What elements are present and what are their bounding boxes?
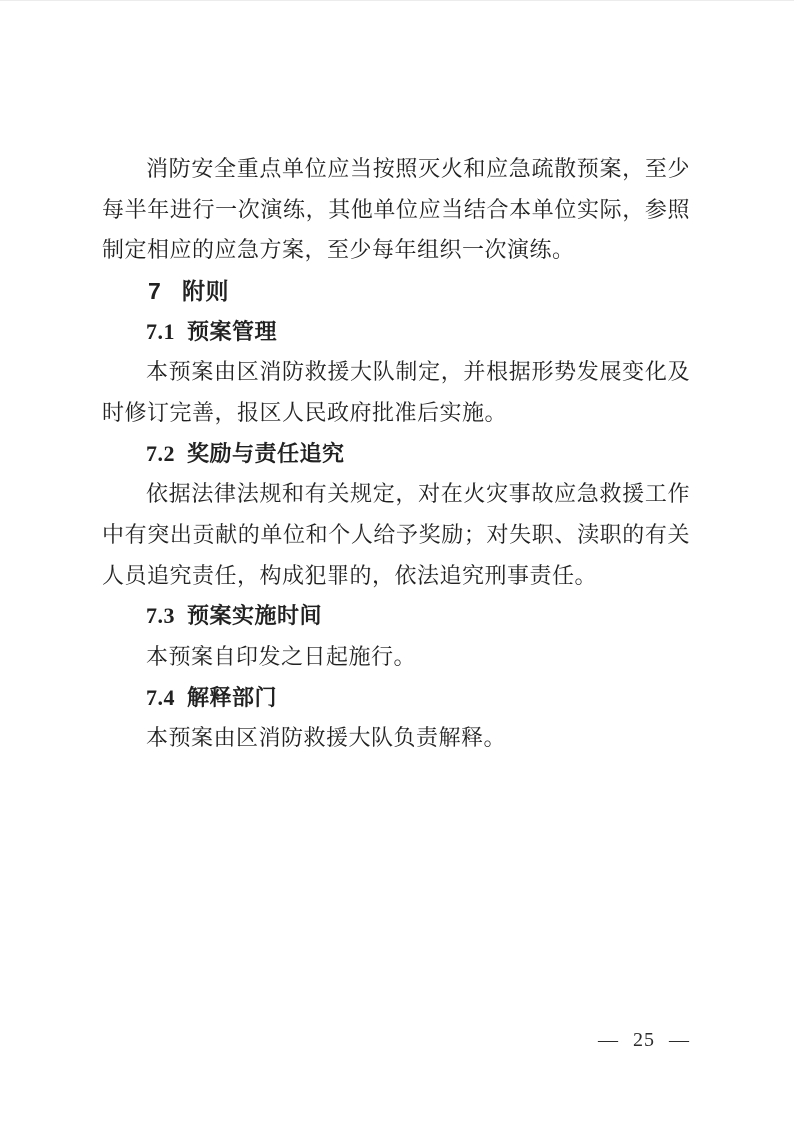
paragraph-line: 本预案由区消防救援大队制定，并根据形势发展变化及	[146, 359, 690, 385]
subsection-heading: 7.1 预案管理	[146, 318, 278, 344]
paragraph-line: 依据法律法规和有关规定，对在火灾事故应急救援工作	[146, 481, 690, 507]
paragraph-line: 本预案由区消防救援大队负责解释。	[146, 725, 507, 751]
subsection-heading: 7.4 解释部门	[146, 684, 278, 710]
subsection-heading: 7.2 奖励与责任追究	[146, 440, 345, 466]
paragraph-line: 制定相应的应急方案，至少每年组织一次演练。	[102, 237, 575, 263]
paragraph-line: 消防安全重点单位应当按照灭火和应急疏散预案，至少	[146, 156, 690, 181]
document-body	[102, 149, 690, 759]
page-number-label: — 25 —	[598, 1029, 690, 1051]
subsection-heading: 7.3 预案实施时间	[146, 603, 323, 629]
paragraph-line: 每半年进行一次演练，其他单位应当结合本单位实际，参照	[102, 196, 690, 222]
page-number	[598, 1029, 690, 1052]
paragraph-line: 本预案自印发之日起施行。	[146, 643, 417, 669]
paragraph-line: 中有突出贡献的单位和个人给予奖励；对失职、渎职的有关	[102, 521, 690, 547]
paragraph-line: 时修订完善，报区人民政府批准后实施。	[102, 399, 508, 425]
section-heading: 7 附则	[148, 277, 229, 304]
paragraph-line: 人员追究责任，构成犯罪的，依法追究刑事责任。	[102, 562, 598, 588]
